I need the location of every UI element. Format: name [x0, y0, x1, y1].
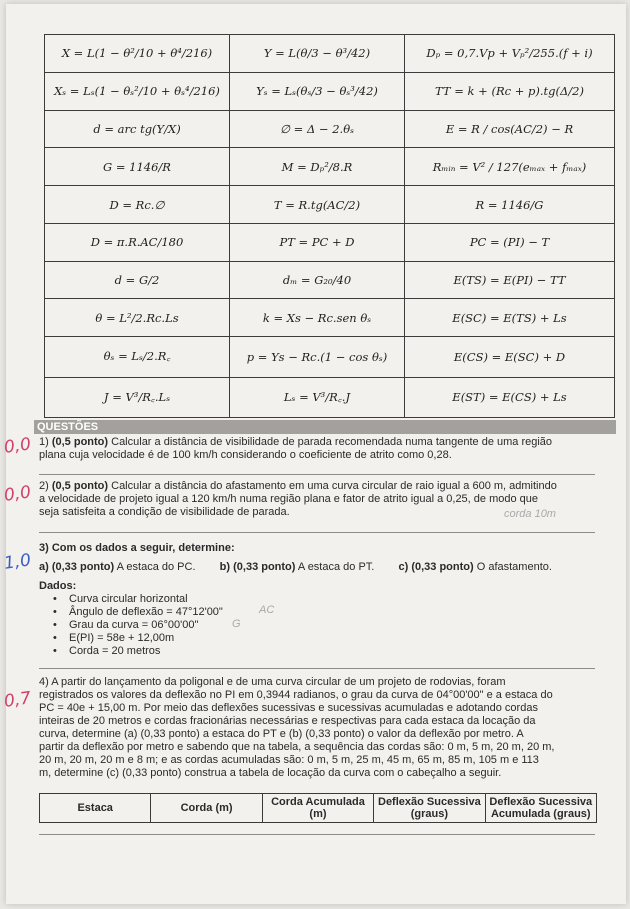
question-4	[39, 676, 599, 780]
q3-grade: 1,0	[2, 550, 33, 574]
formula-cell: G = 1146/R	[45, 148, 230, 186]
formula-cell: θₛ = Lₛ/2.R꜀	[45, 337, 230, 377]
formula-cell: d = arc tg(Y/X)	[45, 110, 230, 148]
formula-cell: Dₚ = 0,7.Vp + Vₚ²/255.(f + i)	[405, 35, 615, 73]
q4-line: 4) A partir do lançamento da poligonal e de uma curva circular de um projeto de rodovias, foram	[39, 676, 506, 688]
formula-cell: D = π.R.AC/180	[45, 223, 230, 261]
formula-cell: k = Xs − Rc.sen θₛ	[230, 299, 405, 337]
formula-cell: Rₘᵢₙ = V² / 127(eₘₐₓ + fₘₐₓ)	[405, 148, 615, 186]
q4-line: PC = 40e + 15,00 m. Por meio das deflexões sucessivas e sucessivas acumuladas e adotando cordas	[39, 702, 538, 714]
formula-cell: J = V³/R꜀.Lₛ	[45, 377, 230, 417]
question-2: 2) (0,5 ponto) Calcular a distância do afastamento em uma curva circular de raio igual a 600 m, admitindo a velocidade de projeto igual a 120 km/h numa região plana e fator de atrito igual a 0,25, de modo que seja satisfeita a condição de visibilidade de parada.	[39, 480, 557, 518]
formula-row	[45, 223, 615, 261]
formula-cell: E(SC) = E(TS) + Ls	[405, 299, 615, 337]
exam-sheet	[2, 4, 626, 904]
formula-cell: d = G/2	[45, 261, 230, 299]
formula-cell: E(ST) = E(CS) + Ls	[405, 377, 615, 417]
formula-cell: Xₛ = Lₛ(1 − θₛ²/10 + θₛ⁴/216)	[45, 72, 230, 110]
dados-item: • Curva circular horizontal	[47, 593, 552, 606]
answer-line-3	[39, 668, 595, 669]
locacao-header-cell: Corda Acumulada (m)	[262, 794, 373, 823]
formula-cell: T = R.tg(AC/2)	[230, 186, 405, 224]
dados-item: • E(PI) = 58e + 12,00m	[47, 632, 552, 645]
formula-row	[45, 110, 615, 148]
formula-cell: Y = L(θ/3 − θ³/42)	[230, 35, 405, 73]
formula-cell: D = Rc.∅	[45, 186, 230, 224]
formula-row	[45, 148, 615, 186]
formula-cell: dₘ = G₂₀/40	[230, 261, 405, 299]
formula-cell: θ = L²/2.Rc.Ls	[45, 299, 230, 337]
formula-cell: p = Ys − Rc.(1 − cos θₛ)	[230, 337, 405, 377]
dados-list	[39, 593, 552, 658]
locacao-header-cell: Deflexão Sucessiva Acumulada (graus)	[485, 794, 596, 823]
locacao-header-cell: Corda (m)	[151, 794, 262, 823]
locacao-header-cell: Deflexão Sucessiva (graus)	[374, 794, 485, 823]
q4-line: curva, determine (a) (0,33 ponto) a estaca do PT e (b) (0,33 ponto) o valor da deflexão por metro. A	[39, 728, 524, 740]
formula-row	[45, 337, 615, 377]
question-1: 1) (0,5 ponto) Calcular a distância de visibilidade de parada recomendada numa tangente de uma região plana cuja velocidade é de 100 km/h considerando o coeficiente de atrito como 0,28.	[39, 436, 553, 461]
formula-row	[45, 261, 615, 299]
formula-row	[45, 299, 615, 337]
formula-row	[45, 186, 615, 224]
questions-header: QUESTÕES	[34, 420, 616, 434]
formula-row	[45, 35, 615, 73]
answer-line-4	[39, 834, 595, 835]
q3-pencil-ac: AC	[259, 604, 275, 616]
formula-cell: ∅ = Δ − 2.θₛ	[230, 110, 405, 148]
q4-line: partir da deflexão por metro e sabendo que na tabela, a sequência das cordas são: 0 m, 5 m, 20 m, 20 m,	[39, 741, 555, 753]
formula-cell: E = R / cos(AC/2) − R	[405, 110, 615, 148]
locacao-table	[39, 793, 597, 823]
formula-cell: Lₛ = V³/R꜀.J	[230, 377, 405, 417]
q2-grade: 0,0	[2, 482, 33, 506]
q4-line: m, determine (c) (0,33 ponto) construa a tabela de locação da curva com o cabeçalho a seguir.	[39, 767, 502, 779]
formula-cell: E(CS) = E(SC) + D	[405, 337, 615, 377]
formula-row	[45, 72, 615, 110]
q4-line: registrados os valores da deflexão no PI em 0,3944 radianos, o grau da curva de 04°00'00" e a estaca do	[39, 689, 553, 701]
formula-cell: R = 1146/G	[405, 186, 615, 224]
dados-item: • Grau da curva = 06°00'00"	[47, 619, 552, 632]
formula-cell: PC = (PI) − T	[405, 223, 615, 261]
dados-item: • Corda = 20 metros	[47, 645, 552, 658]
question-3: 3) Com os dados a seguir, determine: a) (0,33 ponto) A estaca do PC. b) (0,33 ponto) A estaca do PT. c) (0,33 ponto) O afastamento. Dados: • Curva circular horizontal • Ângulo de deflexão = 47°12'00" • Grau da curva = 06°00'00" • E(PI) = 58e + 12,00m • Corda = 20 metros	[39, 542, 552, 658]
q2-pencil-note: corda 10m	[504, 508, 556, 520]
q1-grade: 0,0	[2, 434, 33, 458]
q4-line: 20 m, 20 m, 20 m e 8 m; e as cordas acumuladas são: 0 m, 5 m, 25 m, 45 m, 65 m, 85 m, 105 m e 113	[39, 754, 539, 766]
formula-cell: X = L(1 − θ²/10 + θ⁴/216)	[45, 35, 230, 73]
answer-line-1	[39, 474, 595, 475]
q3-pencil-g: G	[232, 618, 241, 630]
formula-cell: E(TS) = E(PI) − TT	[405, 261, 615, 299]
formula-row	[45, 377, 615, 417]
q4-line: inteiras de 20 metros e cordas fracionárias necessárias e respectivas para cada estaca da locação da	[39, 715, 536, 727]
answer-line-2	[39, 532, 595, 533]
locacao-header-cell: Estaca	[40, 794, 151, 823]
formula-cell: PT = PC + D	[230, 223, 405, 261]
formula-cell: TT = k + (Rc + p).tg(Δ/2)	[405, 72, 615, 110]
formula-cell: M = Dₚ²/8.R	[230, 148, 405, 186]
dados-item: • Ângulo de deflexão = 47°12'00"	[47, 606, 552, 619]
formula-table	[44, 34, 615, 418]
formula-cell: Yₛ = Lₛ(θₛ/3 − θₛ³/42)	[230, 72, 405, 110]
q4-grade: 0,7	[2, 688, 33, 712]
